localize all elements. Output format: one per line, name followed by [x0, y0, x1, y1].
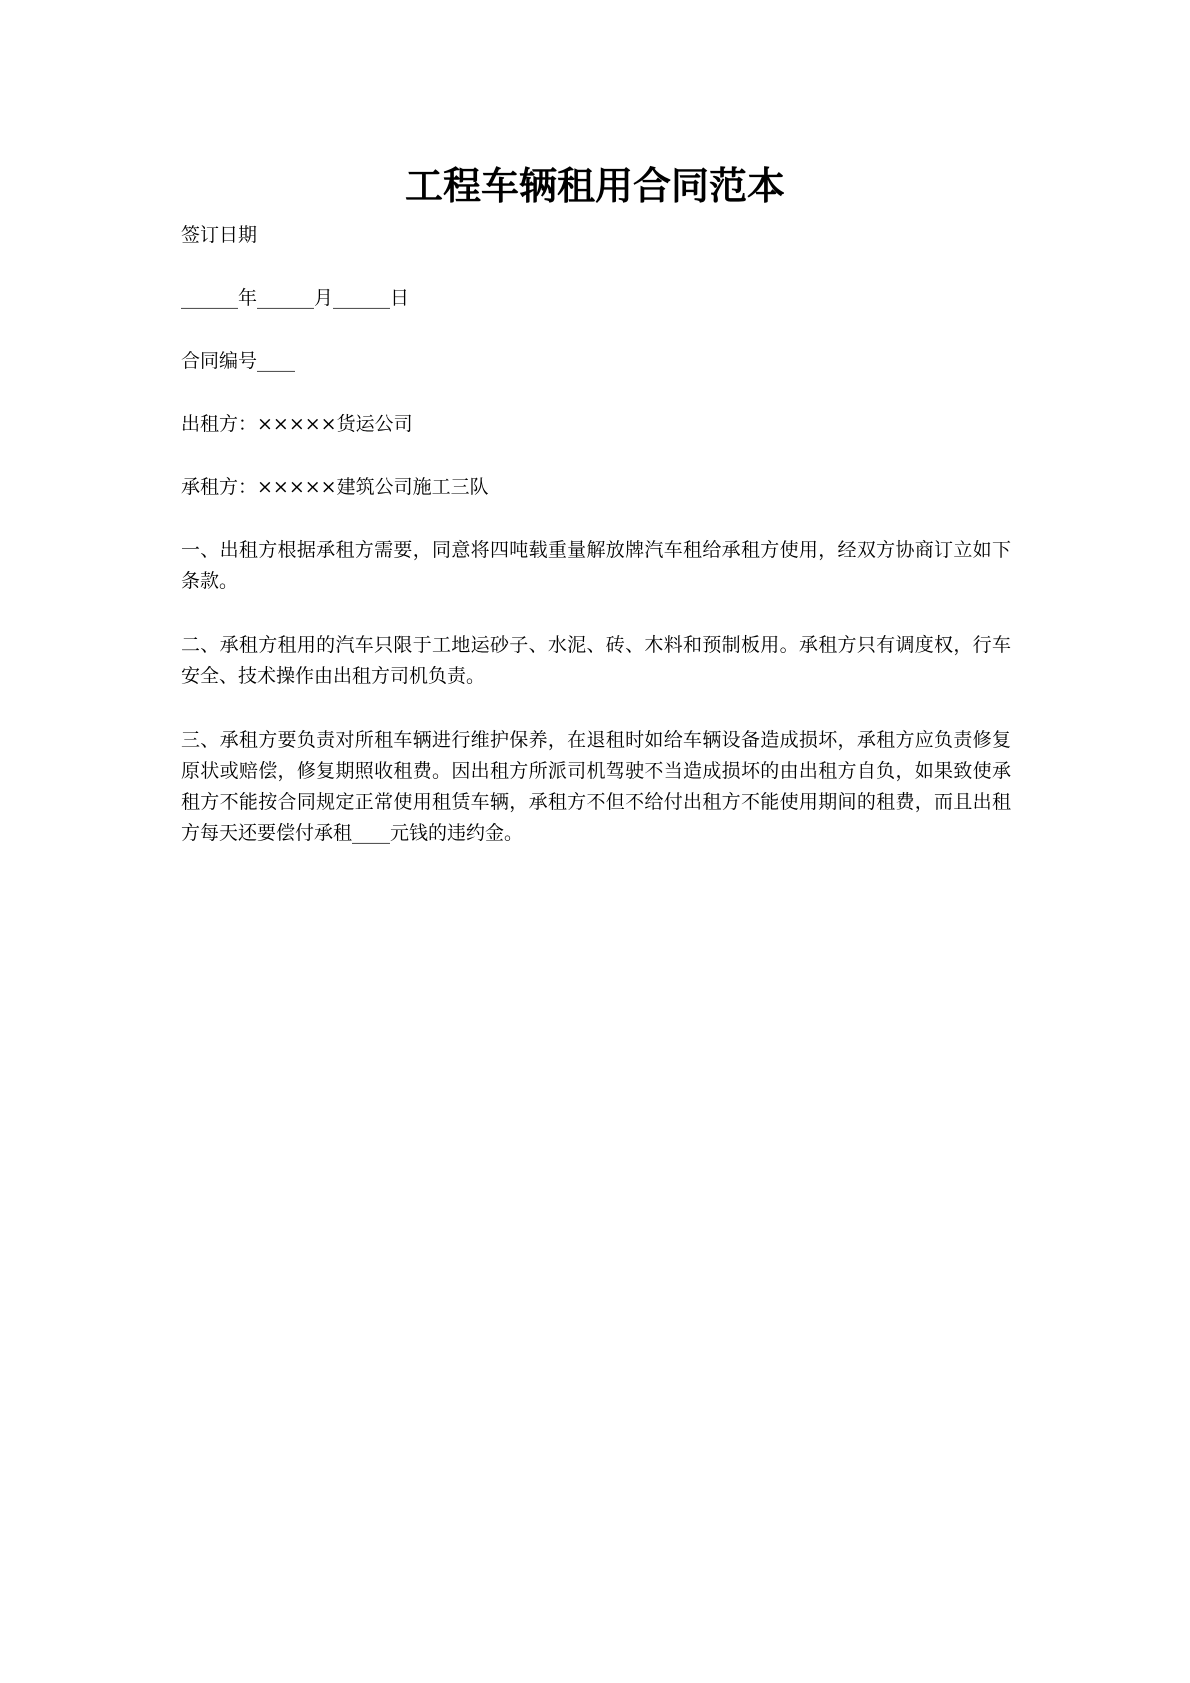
- lessee-party: 承租方：×××××建筑公司施工三队: [181, 476, 489, 498]
- sign-date-label: 签订日期: [181, 224, 258, 246]
- lessor-party: 出租方：×××××货运公司: [181, 413, 413, 435]
- clause-2: 二、承租方租用的汽车只限于工地运砂子、水泥、砖、木料和预制板用。承租方只有调度权，行车安全、技术操作由出租方司机负责。: [181, 634, 1011, 687]
- date-line: ______年______月______日: [181, 287, 410, 309]
- clause-3: 三、承租方要负责对所租车辆进行维护保养，在退租时如给车辆设备造成损坏，承租方应负责修复原状或赔偿，修复期照收租费。因出租方所派司机驾驶不当造成损坏的由出租方自负，如果致使承租方不能按合同规定正常使用租赁车辆，承租方不但不给付出租方不能使用期间的租费，而且出租方每天还要偿付承租____元钱的违约金。: [181, 729, 1011, 844]
- document-title: 工程车辆租用合同范本: [404, 163, 785, 208]
- contract-number: 合同编号____: [181, 350, 296, 372]
- clause-1: 一、出租方根据承租方需要，同意将四吨载重量解放牌汽车租给承租方使用，经双方协商订立如下条款。: [181, 539, 1011, 592]
